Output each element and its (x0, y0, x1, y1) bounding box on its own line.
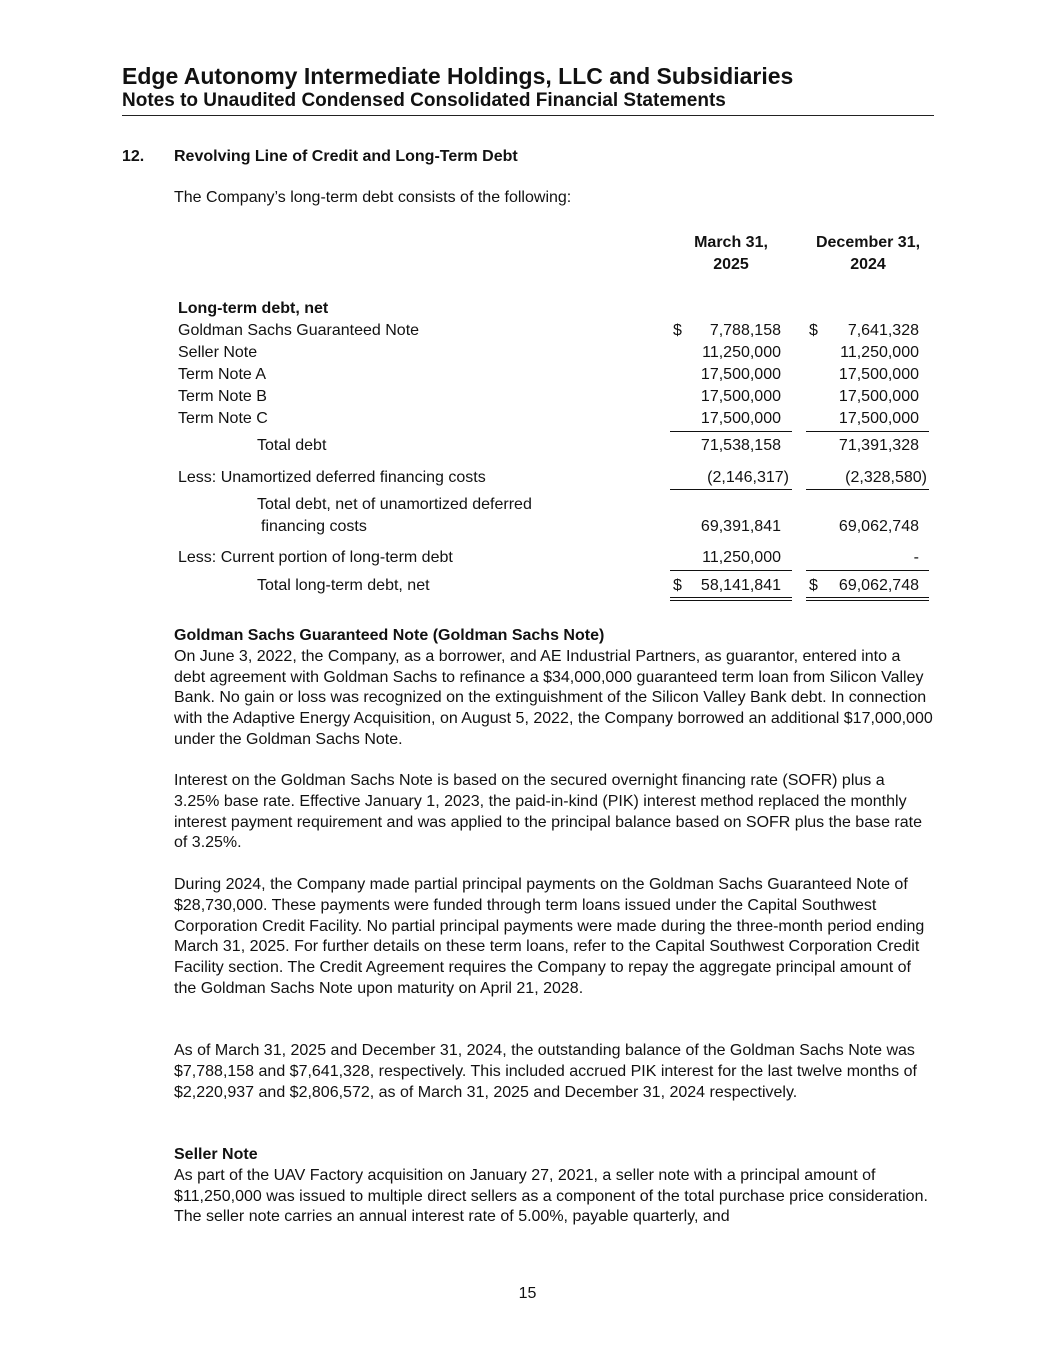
seller-heading: Seller Note (174, 1146, 258, 1163)
row-label-total-debt: Total debt (257, 437, 327, 454)
value-less-financing-2025: (2,146,317) (707, 469, 789, 486)
document-header (122, 62, 934, 116)
value-term-b-2025: 17,500,000 (700, 388, 781, 405)
value-total-lt-2024: 69,062,748 (838, 577, 919, 594)
row-label-term-c: Term Note C (178, 410, 268, 427)
gs-paragraph-4: As of March 31, 2025 and December 31, 2024, the outstanding balance of the Goldman Sachs Note was $7,788,158 and $7,641,328, respectively. This included accrued PIK interest for the last twelve months of $2,220,937 and $2,806,572, as of March 31, 2025 and December 31, 2024 respectively. (174, 1042, 917, 1101)
company-title: Edge Autonomy Intermediate Holdings, LLC and Subsidiaries (122, 63, 794, 89)
currency-symbol: $ (809, 577, 818, 594)
notes-subtitle: Notes to Unaudited Condensed Consolidated Financial Statements (122, 90, 726, 111)
page-number: 15 (518, 1285, 537, 1302)
currency-symbol: $ (673, 322, 682, 339)
seller-paragraph-1: As part of the UAV Factory acquisition on January 27, 2021, a seller note with a principal amount of $11,250,000 was issued to multiple direct sellers as a component of the total purchase price consideration. The seller note carries an annual interest rate of 5.00%, payable quarterly, and (174, 1166, 928, 1226)
subtotal-rule (806, 570, 929, 571)
column-header-december-line2: 2024 (850, 256, 886, 273)
value-seller-2024: 11,250,000 (840, 344, 919, 361)
column-header-december-line1: December 31, (815, 234, 921, 251)
value-less-financing-2024: (2,328,580) (845, 469, 927, 486)
currency-symbol: $ (673, 577, 682, 594)
subtotal-rule (806, 489, 929, 490)
row-label-seller: Seller Note (178, 344, 258, 361)
total-double-rule (670, 597, 792, 601)
row-label-total-lt: Total long-term debt, net (257, 577, 430, 594)
value-net-financing-2025: 69,391,841 (700, 518, 781, 535)
value-goldman-2025: 7,788,158 (709, 322, 781, 339)
gs-heading: Goldman Sachs Guaranteed Note (Goldman Sachs Note) (174, 627, 605, 644)
value-term-c-2025: 17,500,000 (700, 410, 781, 427)
row-label-net-financing-line2: financing costs (261, 518, 367, 535)
value-term-b-2024: 17,500,000 (838, 388, 919, 405)
seller-section (174, 1145, 934, 1228)
section-number: 12. (122, 148, 145, 165)
value-total-lt-2025: 58,141,841 (700, 577, 781, 594)
value-term-c-2024: 17,500,000 (838, 410, 919, 427)
value-seller-2025: 11,250,000 (702, 344, 781, 361)
column-header-december (803, 232, 933, 276)
value-net-financing-2024: 69,062,748 (838, 518, 919, 535)
row-label-net-financing-line1: Total debt, net of unamortized deferred (257, 496, 532, 513)
value-goldman-2024: 7,641,328 (847, 322, 919, 339)
row-label-term-a: Term Note A (178, 366, 267, 383)
gs-paragraph-1: On June 3, 2022, the Company, as a borrower, and AE Industrial Partners, as guarantor, entered into a debt agreement with Goldman Sachs to refinance a $34,000,000 guaranteed term loan from Silicon Valley Bank. No gain or loss was recognized on the extinguishment of the Silicon Valley Bank debt. In connection with the Adaptive Energy Acquisition, on August 5, 2022, the Company borrowed an additional $17,000,000 under the Goldman Sachs Note. (174, 647, 933, 748)
value-term-a-2025: 17,500,000 (700, 366, 781, 383)
row-label-term-b: Term Note B (178, 388, 267, 405)
value-total-debt-2024: 71,391,328 (838, 437, 919, 454)
subtotal-rule (670, 431, 792, 432)
value-term-a-2024: 17,500,000 (838, 366, 919, 383)
value-total-debt-2025: 71,538,158 (700, 437, 781, 454)
gs-paragraph-2: Interest on the Goldman Sachs Note is based on the secured overnight financing rate (SOFR) plus a 3.25% base rate. Effective January 1, 2023, the paid-in-kind (PIK) interest method replaced the monthly interest payment requirement and was applied to the principal balance based on SOFR plus the base rate of 3.25%. (174, 772, 922, 852)
row-label-less-current: Less: Current portion of long-term debt (178, 549, 453, 566)
row-label-goldman: Goldman Sachs Guaranteed Note (178, 322, 420, 339)
subtotal-rule (806, 431, 929, 432)
value-less-current-2025: 11,250,000 (702, 549, 781, 566)
value-less-current-2024: - (913, 549, 919, 566)
gs-paragraph-3: During 2024, the Company made partial principal payments on the Goldman Sachs Guaranteed Note of $28,730,000. These payments were funded through term loans issued under the Capital Southwest Corporation Credit Facility. No partial principal payments were made during the three-month period ending March 31, 2025. For further details on these term loans, refer to the Capital Southwest Corporation Credit Facility section. The Credit Agreement requires the Company to repay the aggregate principal amount of the Goldman Sachs Note upon maturity on April 21, 2028. (174, 876, 925, 997)
section-intro: The Company’s long-term debt consists of the following: (174, 189, 572, 206)
column-header-march (670, 232, 792, 276)
column-header-march-line2: 2025 (713, 256, 749, 273)
subtotal-rule (670, 489, 792, 490)
subtotal-rule (670, 570, 792, 571)
currency-symbol: $ (809, 322, 818, 339)
gs-section (174, 626, 934, 751)
column-header-march-line1: March 31, (694, 234, 768, 251)
total-double-rule (806, 597, 929, 601)
table-heading: Long-term debt, net (178, 300, 329, 317)
row-label-less-financing: Less: Unamortized deferred financing costs (178, 469, 486, 486)
section-title: Revolving Line of Credit and Long-Term Debt (174, 148, 518, 165)
